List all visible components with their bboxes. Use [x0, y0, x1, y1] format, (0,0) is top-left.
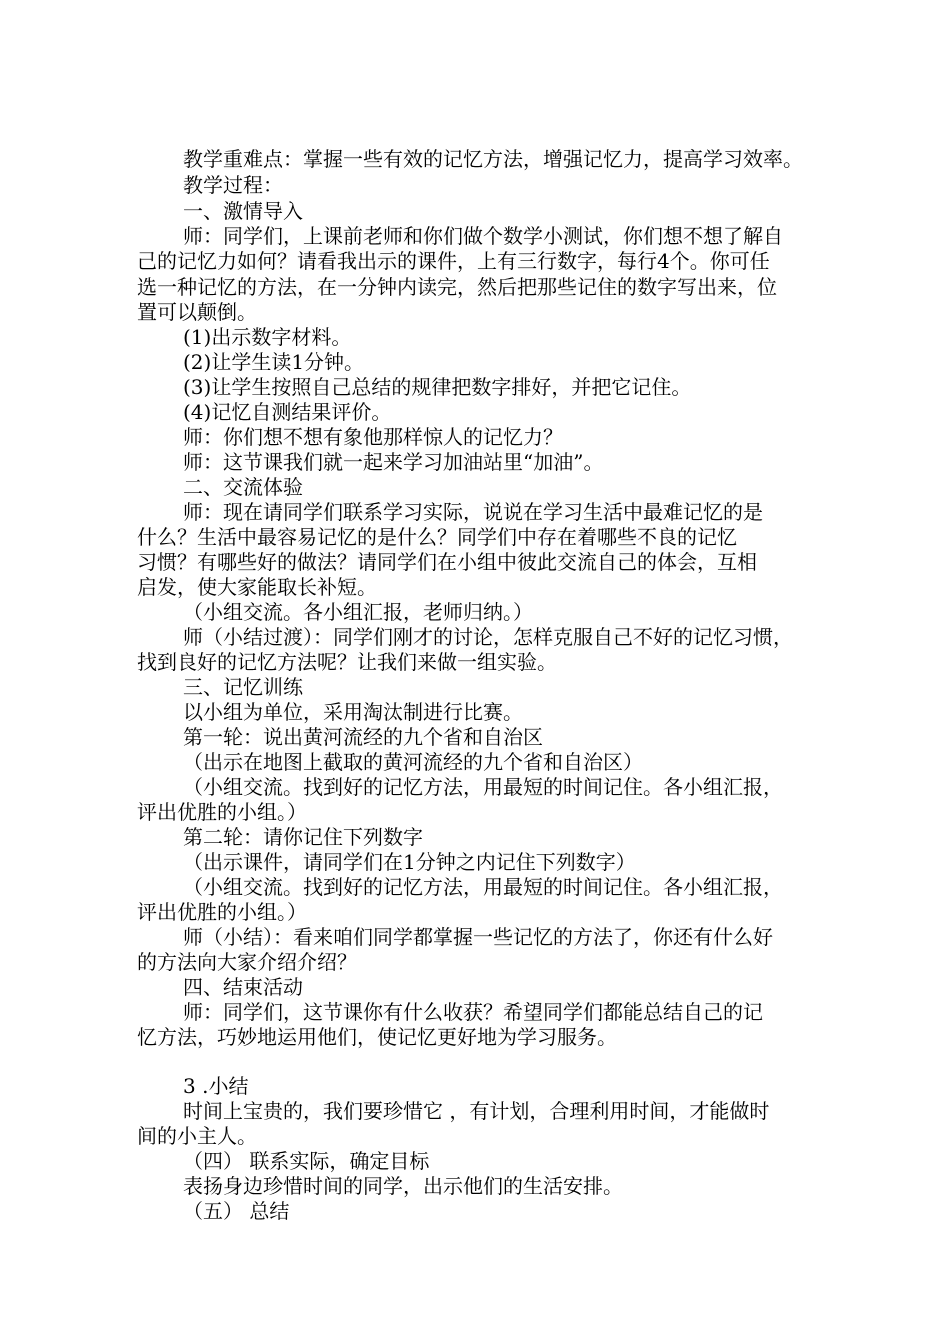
text-line: 选一种记忆的方法，在一分钟内读完，然后把那些记住的数字写出来，位: [137, 275, 777, 299]
text-line: 评出优胜的小组。）: [137, 800, 307, 824]
text-line: 以小组为单位，采用淘汰制进行比赛。: [183, 700, 523, 724]
text-line: 师：同学们，上课前老师和你们做个数学小测试，你们想不想了解自: [183, 224, 783, 248]
section-heading: 一、激情导入: [183, 199, 303, 223]
text-line: 习惯？有哪些好的做法？请同学们在小组中彼此交流自己的体会，互相: [137, 550, 757, 574]
text-line: 第二轮：请你记住下列数字: [183, 825, 423, 849]
section-heading: （四） 联系实际，确定目标: [183, 1149, 430, 1173]
text-line: 师：这节课我们就一起来学习加油站里“加油”。: [183, 450, 604, 474]
section-heading: 二、交流体验: [183, 475, 303, 499]
list-item: (2)让学生读1分钟。: [183, 350, 365, 374]
text-line: 找到良好的记忆方法呢？让我们来做一组实验。: [137, 650, 557, 674]
text-line: 评出优胜的小组。）: [137, 900, 307, 924]
text-line: 第一轮：说出黄河流经的九个省和自治区: [183, 725, 543, 749]
list-item: (3)让学生按照自己总结的规律把数字排好，并把它记住。: [183, 375, 692, 399]
text-line: 忆方法，巧妙地运用他们，使记忆更好地为学习服务。: [137, 1025, 617, 1049]
text-line: 时间上宝贵的，我们要珍惜它 ，有计划，合理利用时间，才能做时: [183, 1099, 770, 1123]
list-item: (1)出示数字材料。: [183, 325, 352, 349]
text-line: 教学重难点：掌握一些有效的记忆方法，增强记忆力，提高学习效率。: [183, 147, 803, 171]
text-line: 教学过程：: [183, 173, 283, 197]
text-line: 师：同学们，这节课你有什么收获？希望同学们都能总结自己的记: [183, 1000, 763, 1024]
section-heading: （五） 总结: [183, 1199, 290, 1223]
text-line: 置可以颠倒。: [137, 300, 257, 324]
text-line: 己的记忆力如何？请看我出示的课件，上有三行数字，每行4个。你可任: [137, 249, 770, 273]
text-line: 师：现在请同学们联系学习实际，说说在学习生活中最难记忆的是: [183, 500, 763, 524]
text-line: 的方法向大家介绍介绍？: [137, 950, 357, 974]
text-line: 师（小结）：看来咱们同学都掌握一些记忆的方法了，你还有什么好: [183, 925, 773, 949]
text-line: （出示在地图上截取的黄河流经的九个省和自治区）: [183, 750, 643, 774]
text-line: 师：你们想不想有象他那样惊人的记忆力？: [183, 425, 563, 449]
section-heading: 四、结束活动: [183, 975, 303, 999]
text-line: 启发，使大家能取长补短。: [137, 575, 377, 599]
text-line: 师（小结过渡）：同学们刚才的讨论，怎样克服自己不好的记忆习惯，: [183, 625, 793, 649]
text-line: 什么？生活中最容易记忆的是什么？同学们中存在着哪些不良的记忆: [137, 525, 737, 549]
text-line: （出示课件，请同学们在1分钟之内记住下列数字）: [183, 850, 636, 874]
text-line: （小组交流。各小组汇报，老师归纳。）: [183, 600, 533, 624]
section-heading: 三、记忆训练: [183, 675, 303, 699]
text-line: 表扬身边珍惜时间的同学，出示他们的生活安排。: [183, 1174, 623, 1198]
list-item: (4)记忆自测结果评价。: [183, 400, 392, 424]
text-line: （小组交流。找到好的记忆方法，用最短的时间记住。各小组汇报，: [183, 875, 783, 899]
section-heading: 3 .小结: [183, 1074, 249, 1098]
text-line: 间的小主人。: [137, 1124, 257, 1148]
text-line: （小组交流。找到好的记忆方法，用最短的时间记住。各小组汇报，: [183, 775, 783, 799]
